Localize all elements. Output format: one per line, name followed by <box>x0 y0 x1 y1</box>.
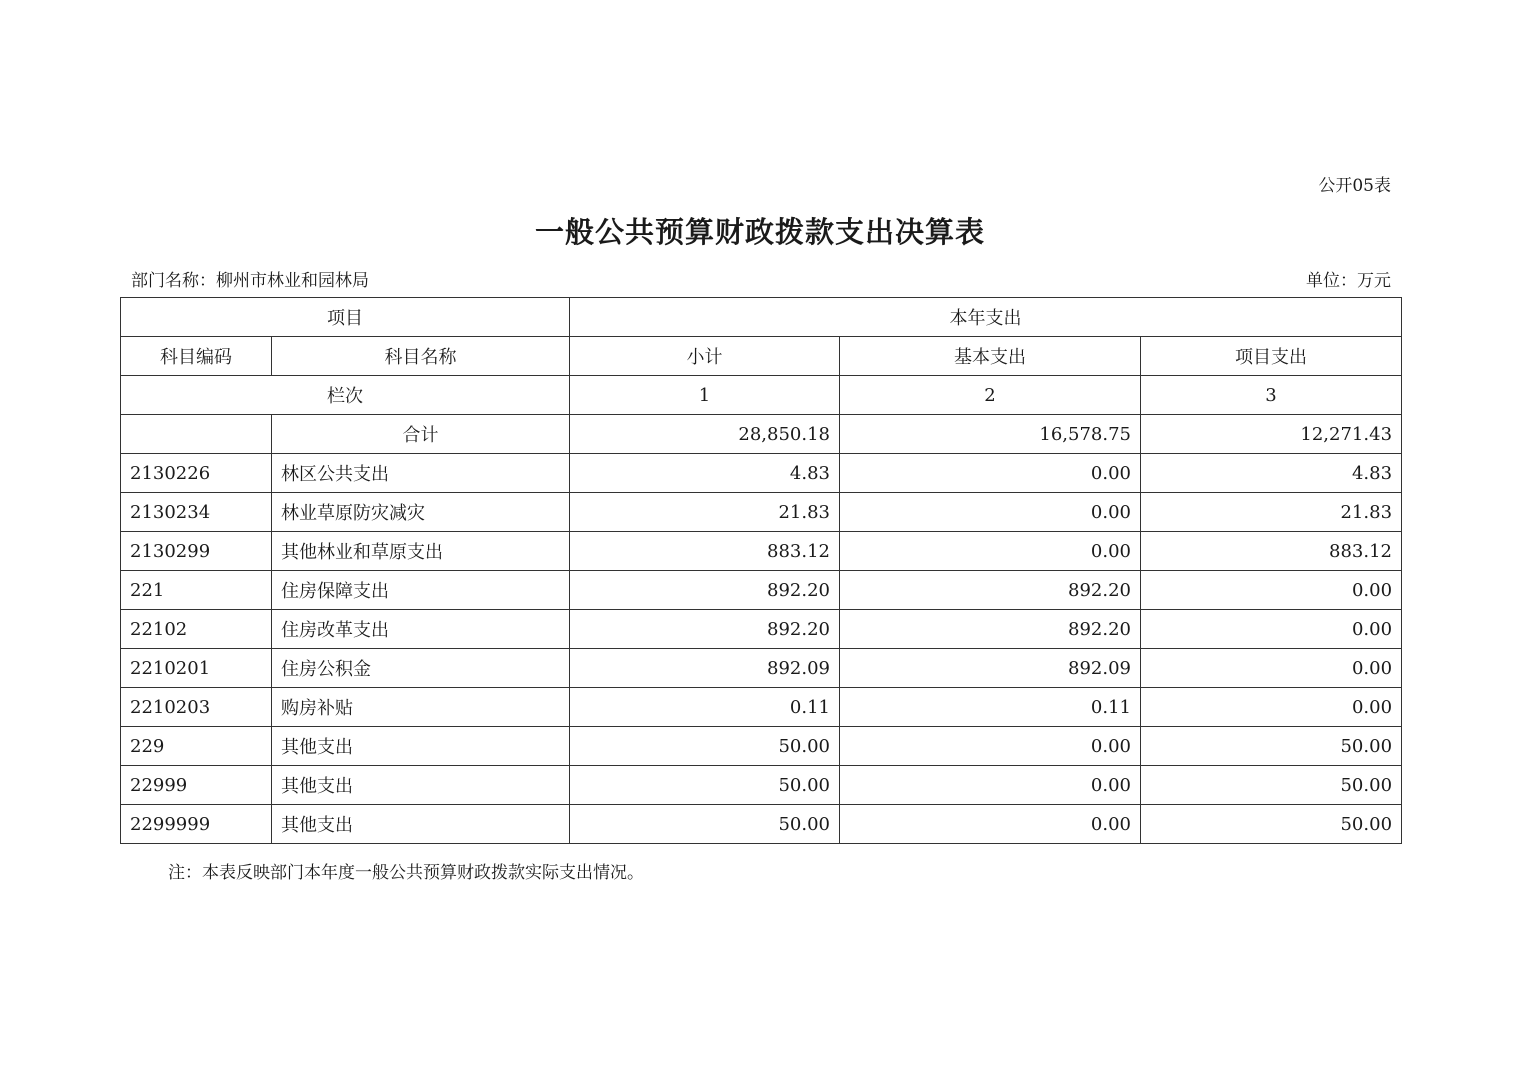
header-column-no: 栏次 <box>121 376 570 415</box>
page-title: 一般公共预算财政拨款支出决算表 <box>534 215 985 249</box>
row-basic: 0.00 <box>840 766 1141 805</box>
row-project: 50.00 <box>1141 805 1402 844</box>
total-code <box>121 415 272 454</box>
row-basic: 0.00 <box>840 454 1141 493</box>
row-basic: 892.20 <box>840 571 1141 610</box>
header-name: 科目名称 <box>272 337 570 376</box>
header-col1: 1 <box>570 376 840 415</box>
total-basic: 16,578.75 <box>840 415 1141 454</box>
row-name: 其他支出 <box>272 805 570 844</box>
header-row-3 <box>121 376 1402 415</box>
row-name: 其他支出 <box>272 766 570 805</box>
row-code: 2210203 <box>121 688 272 727</box>
row-subtotal: 50.00 <box>570 727 840 766</box>
row-project: 21.83 <box>1141 493 1402 532</box>
row-code: 2299999 <box>121 805 272 844</box>
table-row <box>121 805 1402 844</box>
row-basic: 892.20 <box>840 610 1141 649</box>
row-name: 其他林业和草原支出 <box>272 532 570 571</box>
row-code: 2130299 <box>121 532 272 571</box>
total-label: 合计 <box>272 415 570 454</box>
row-code: 229 <box>121 727 272 766</box>
header-code: 科目编码 <box>121 337 272 376</box>
header-col2: 2 <box>840 376 1141 415</box>
row-project: 0.00 <box>1141 649 1402 688</box>
row-code: 22999 <box>121 766 272 805</box>
row-basic: 892.09 <box>840 649 1141 688</box>
row-subtotal: 892.20 <box>570 610 840 649</box>
table-row <box>121 727 1402 766</box>
table-row <box>121 532 1402 571</box>
row-name: 住房保障支出 <box>272 571 570 610</box>
table-row <box>121 766 1402 805</box>
header-row-2 <box>121 337 1402 376</box>
row-subtotal: 892.09 <box>570 649 840 688</box>
row-subtotal: 21.83 <box>570 493 840 532</box>
row-code: 22102 <box>121 610 272 649</box>
total-project: 12,271.43 <box>1141 415 1402 454</box>
total-subtotal: 28,850.18 <box>570 415 840 454</box>
row-name: 购房补贴 <box>272 688 570 727</box>
table-row <box>121 649 1402 688</box>
row-subtotal: 883.12 <box>570 532 840 571</box>
header-current-year: 本年支出 <box>570 298 1402 337</box>
row-subtotal: 4.83 <box>570 454 840 493</box>
header-subtotal: 小计 <box>570 337 840 376</box>
row-basic: 0.00 <box>840 532 1141 571</box>
row-code: 221 <box>121 571 272 610</box>
row-basic: 0.00 <box>840 727 1141 766</box>
row-subtotal: 0.11 <box>570 688 840 727</box>
row-basic: 0.00 <box>840 493 1141 532</box>
row-basic: 0.11 <box>840 688 1141 727</box>
header-project: 项目 <box>121 298 570 337</box>
row-name: 林区公共支出 <box>272 454 570 493</box>
header-project-expense: 项目支出 <box>1141 337 1402 376</box>
table-code: 公开05表 <box>1318 176 1391 196</box>
table-row <box>121 610 1402 649</box>
row-code: 2210201 <box>121 649 272 688</box>
unit-label: 单位：万元 <box>1306 271 1391 291</box>
header-row-1 <box>121 298 1402 337</box>
total-row <box>121 415 1402 454</box>
table-row <box>121 454 1402 493</box>
table-row <box>121 571 1402 610</box>
row-name: 住房改革支出 <box>272 610 570 649</box>
table-row <box>121 688 1402 727</box>
row-subtotal: 50.00 <box>570 766 840 805</box>
row-project: 50.00 <box>1141 727 1402 766</box>
row-project: 0.00 <box>1141 688 1402 727</box>
row-project: 883.12 <box>1141 532 1402 571</box>
row-subtotal: 50.00 <box>570 805 840 844</box>
row-code: 2130226 <box>121 454 272 493</box>
header-col3: 3 <box>1141 376 1402 415</box>
row-project: 4.83 <box>1141 454 1402 493</box>
row-subtotal: 892.20 <box>570 571 840 610</box>
row-project: 0.00 <box>1141 571 1402 610</box>
row-name: 其他支出 <box>272 727 570 766</box>
header-basic: 基本支出 <box>840 337 1141 376</box>
budget-table <box>120 297 1402 844</box>
table-row <box>121 493 1402 532</box>
footnote: 注：本表反映部门本年度一般公共预算财政拨款实际支出情况。 <box>168 863 644 883</box>
row-name: 住房公积金 <box>272 649 570 688</box>
row-name: 林业草原防灾减灾 <box>272 493 570 532</box>
row-project: 50.00 <box>1141 766 1402 805</box>
row-project: 0.00 <box>1141 610 1402 649</box>
row-basic: 0.00 <box>840 805 1141 844</box>
row-code: 2130234 <box>121 493 272 532</box>
department-label: 部门名称：柳州市林业和园林局 <box>131 271 369 291</box>
